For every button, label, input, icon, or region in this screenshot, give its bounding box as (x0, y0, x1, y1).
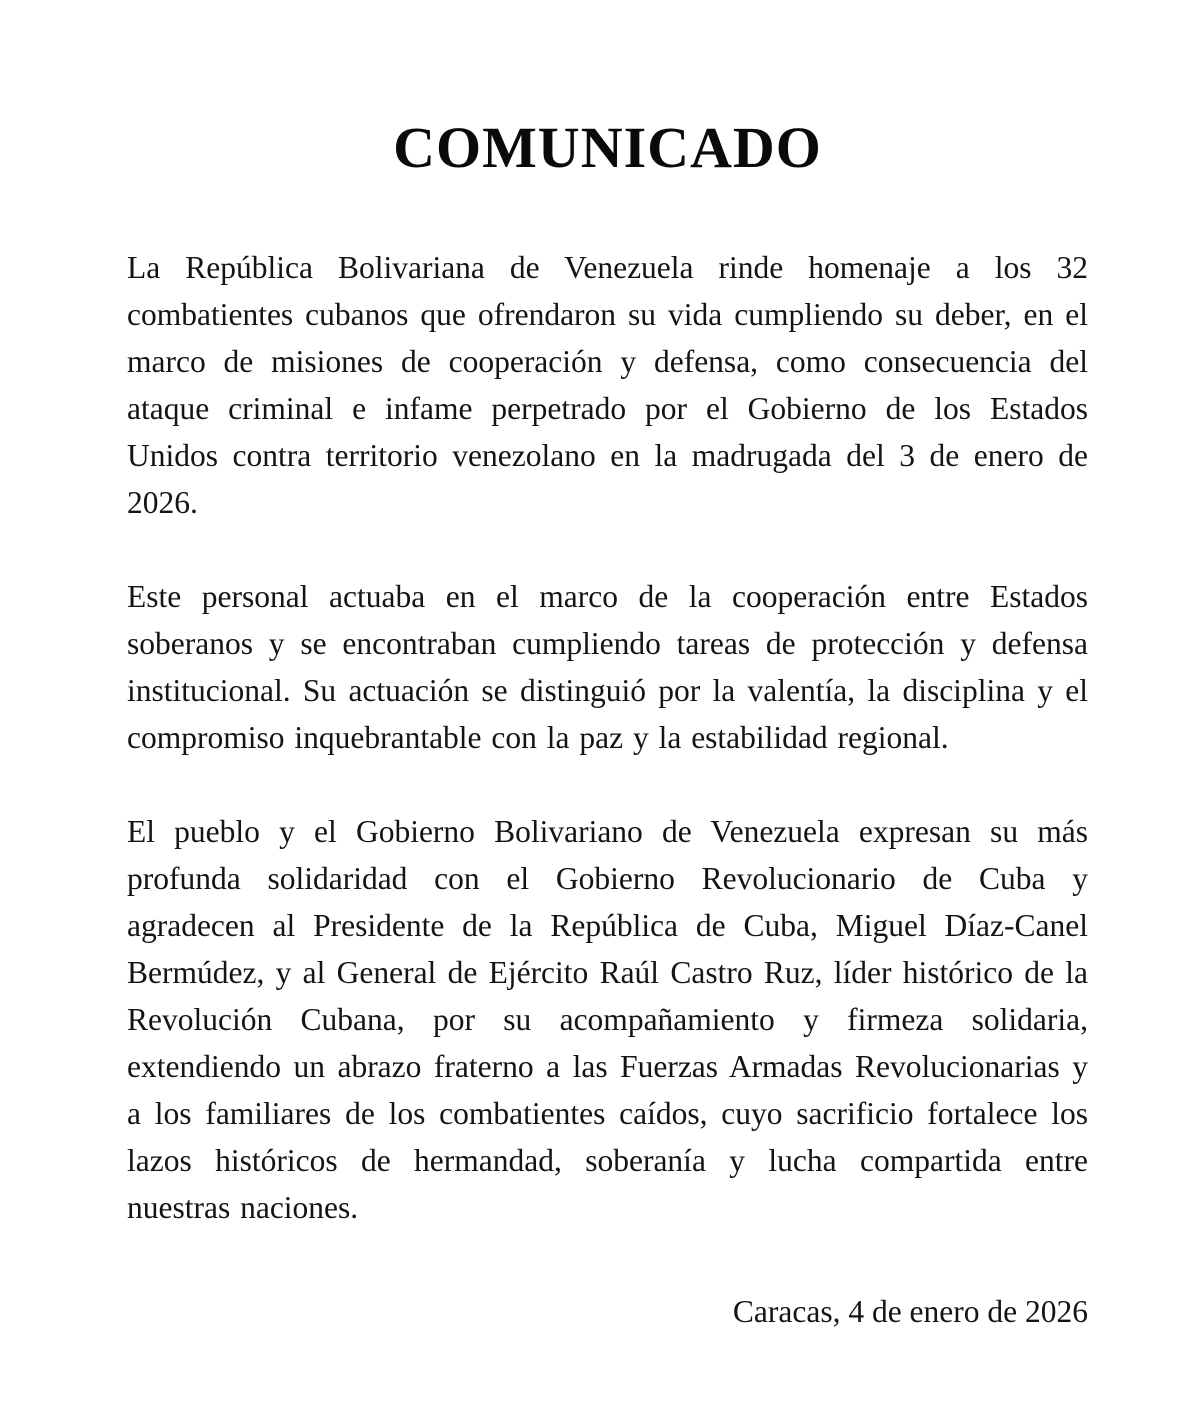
paragraph-2: Este personal actuaba en el marco de la cooperación entre Estados soberanos y se encontraban cumpliendo tareas de protección y defensa institucional. Su actuación se distinguió por la valentía, la disciplina y el compromiso inquebrantable con la paz y la estabilidad regional. (127, 578, 1088, 755)
document-title: COMUNICADO (393, 115, 822, 180)
paragraph-1: La República Bolivariana de Venezuela rinde homenaje a los 32 combatientes cubanos que ofrendaron su vida cumpliendo su deber, en el marco de misiones de cooperación y defensa, como consecuencia del ataque criminal e infame perpetrado por el Gobierno de los Estados Unidos contra territorio venezolano en la madrugada del 3 de enero de 2026. (127, 249, 1088, 520)
paragraph-3: El pueblo y el Gobierno Bolivariano de Venezuela expresan su más profunda solidaridad con el Gobierno Revolucionario de Cuba y agradecen al Presidente de la República de Cuba, Miguel Díaz-Canel Bermúdez, y al General de Ejército Raúl Castro Ruz, líder histórico de la Revolución Cubana, por su acompañamiento y firmeza solidaria, extendiendo un abrazo fraterno a las Fuerzas Armadas Revolucionarias y a los familiares de los combatientes caídos, cuyo sacrificio fortalece los lazos históricos de hermandad, soberanía y lucha compartida entre nuestras naciones. (127, 813, 1088, 1225)
dateline: Caracas, 4 de enero de 2026 (732, 1293, 1088, 1329)
